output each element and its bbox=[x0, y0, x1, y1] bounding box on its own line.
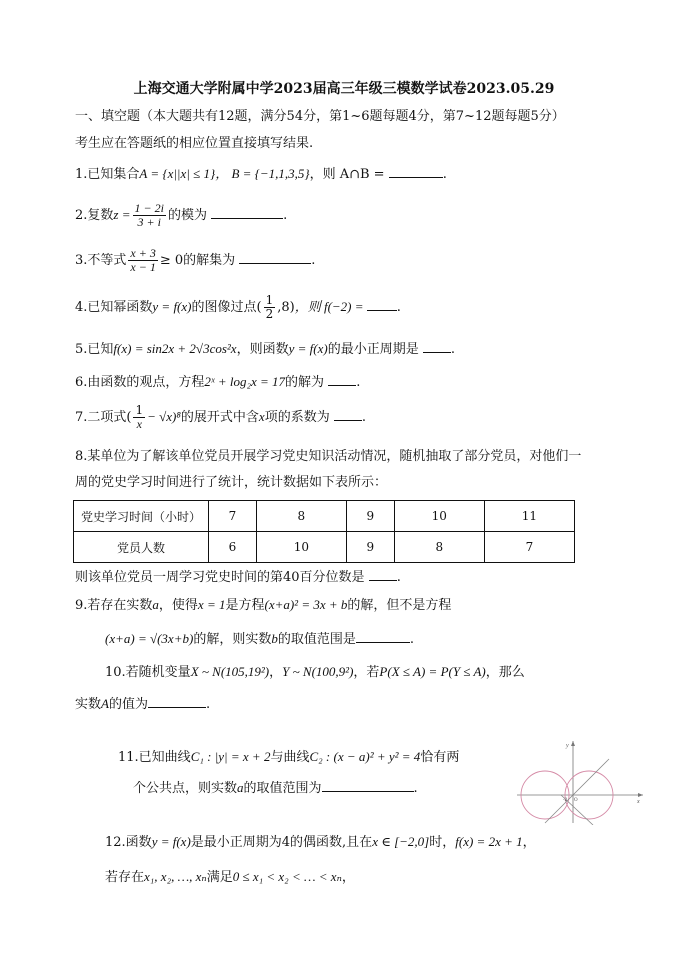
table-row bbox=[74, 501, 575, 532]
question-7: 7.二项式( $\frac{1}{x}$ − √x)⁸的展开式中含x项的系数为 . bbox=[75, 403, 366, 431]
fraction-q3: $\frac{x + 3}{x - 1}$ bbox=[130, 246, 156, 274]
curve-figure bbox=[517, 737, 645, 825]
neg-two-label: -2 bbox=[563, 798, 568, 803]
x-axis-label: x bbox=[637, 799, 640, 805]
exam-title: 上海交通大学附属中学2023届高三年级三模数学试卷2023.05.29 bbox=[133, 81, 555, 97]
answer-blank-5[interactable] bbox=[423, 339, 451, 353]
question-6: 6.由函数的观点，方程2ˣ + log₂x = 17的解为 . bbox=[75, 374, 361, 390]
answer-blank-6[interactable] bbox=[328, 372, 356, 386]
question-8-ask: 则该单位党员一周学习党史时间的第40百分位数是 . bbox=[75, 567, 401, 587]
table-cell: 11 bbox=[484, 501, 574, 532]
question-11-line-1: 11.已知曲线C₁ : |y| = x + 2与曲线C₂ : (x − a)² + y² = 4恰有两 bbox=[118, 749, 460, 765]
table-cell: 9 bbox=[346, 532, 394, 563]
question-2: 2.复数z = $\frac{1 - 2i}{3 + i}$ 的模为 . bbox=[75, 201, 288, 229]
table-cell: 9 bbox=[346, 501, 394, 532]
answer-blank-8[interactable] bbox=[369, 567, 397, 581]
fraction-q2: $\frac{1 - 2i}{3 + i}$ bbox=[134, 201, 164, 229]
section-heading: 一、填空题（本大题共有12题，满分54分，第1~6题每题4分，第7~12题每题5分） bbox=[75, 109, 565, 124]
section-instruction: 考生应在答题纸的相应位置直接填写结果. bbox=[75, 136, 314, 151]
table-cell: 8 bbox=[256, 501, 346, 532]
answer-blank-9[interactable] bbox=[356, 629, 410, 643]
fraction-q4: $\frac{1}{2}$ bbox=[265, 293, 274, 321]
x-axis-arrow bbox=[638, 793, 643, 797]
question-9-line-2: (x+a) = √(3x+b)的解，则实数b的取值范围是 . bbox=[105, 631, 414, 647]
study-time-table bbox=[73, 500, 575, 563]
table-cell: 10 bbox=[256, 532, 346, 563]
question-3: 3.不等式 $\frac{x + 3}{x - 1}$ ≥ 0的解集为 . bbox=[75, 246, 316, 274]
question-4: 4.已知幂函数y = f(x)的图像过点( $\frac{1}{2}$ ,8)，则 f(−2) = . bbox=[75, 293, 401, 321]
fraction-q7: $\frac{1}{x}$ bbox=[135, 403, 144, 431]
table-header-cell: 党员人数 bbox=[74, 532, 209, 563]
answer-blank-7[interactable] bbox=[334, 407, 362, 421]
question-10-line-2: 实数A的值为 . bbox=[75, 696, 211, 712]
line-upper bbox=[545, 759, 609, 823]
answer-blank-1[interactable] bbox=[389, 164, 443, 178]
answer-blank-2[interactable] bbox=[211, 205, 283, 219]
question-9-line-1: 9.若存在实数a，使得x = 1是方程(x+a)² = 3x + b的解，但不是方程 bbox=[75, 597, 452, 613]
answer-blank-10[interactable] bbox=[148, 694, 206, 708]
question-12-line-2: 若存在x₁, x₂, …, xₙ满足0 ≤ x₁ < x₂ < … < xₙ， bbox=[105, 869, 355, 885]
question-8-line-1: 8.某单位为了解该单位党员开展学习党史知识活动情况，随机抽取了部分党员，对他们一 bbox=[75, 449, 582, 464]
table-header-cell: 党史学习时间（小时） bbox=[74, 501, 209, 532]
y-axis-arrow bbox=[571, 741, 575, 746]
origin-label: O bbox=[574, 798, 578, 803]
question-12-line-1: 12.函数y = f(x)是最小正周期为4的偶函数,且在x ∈ [−2,0]时，f(x) = 2x + 1， bbox=[105, 834, 536, 850]
answer-blank-3[interactable] bbox=[239, 250, 311, 264]
table-cell: 8 bbox=[394, 532, 484, 563]
table-cell: 7 bbox=[484, 532, 574, 563]
question-8-line-2: 周的党史学习时间进行了统计，统计数据如下表所示： bbox=[75, 475, 388, 490]
table-cell: 7 bbox=[209, 501, 257, 532]
answer-blank-11[interactable] bbox=[322, 778, 414, 792]
table-cell: 6 bbox=[209, 532, 257, 563]
question-5: 5.已知f(x) = sin2x + 2√3cos²x，则函数y = f(x)的最小正周期是 . bbox=[75, 341, 455, 357]
question-11-line-2: 个公共点，则实数a的取值范围为 . bbox=[133, 780, 418, 796]
table-row bbox=[74, 532, 575, 563]
answer-blank-4[interactable] bbox=[367, 297, 397, 311]
question-1: 1.已知集合A = {x||x| ≤ 1}， B = {−1,1,3,5}，则 A∩B = . bbox=[75, 166, 447, 182]
question-10-line-1: 10.若随机变量X ~ N(105,19²)，Y ~ N(100,9²)，若P(X ≤ A) = P(Y ≤ A)，那么 bbox=[105, 664, 525, 680]
y-axis-label: y bbox=[566, 743, 569, 749]
table-cell: 10 bbox=[394, 501, 484, 532]
